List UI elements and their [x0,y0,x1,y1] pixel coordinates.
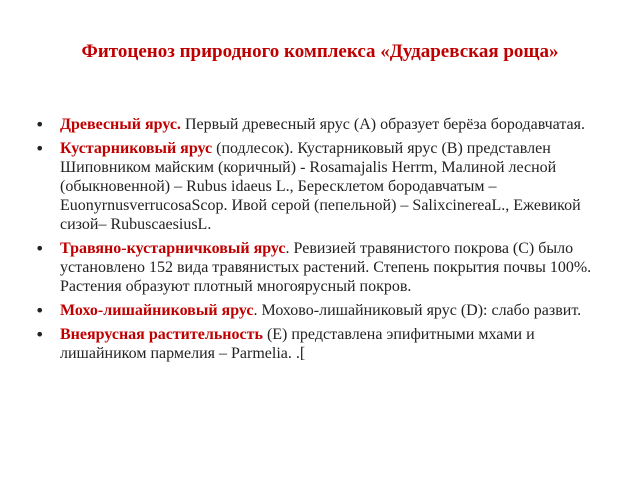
layer-description: . Ревизией травянистого покрова (С) было установлено 152 вида травянистых растений. Степень покрытия почвы 100%. Растения образуют плотный многоярусный покров. [60,240,592,295]
layer-term: Мохо-лишайниковый ярус [60,302,254,319]
bullet-list [35,115,605,368]
layer-description: (Е) представлена эпифитными мхами и лишайником пармелия – Parmelia. .[ [60,326,535,362]
bullet-icon: • [35,325,45,344]
layer-term: Кустарниковый ярус [60,140,213,157]
layer-description: Первый древесный ярус (А) образует берёза бородавчатая. [180,116,586,133]
list-item [35,325,605,363]
bullet-icon: • [35,115,45,134]
list-item [35,139,605,234]
layer-term: Древесный ярус. [60,116,181,133]
bullet-icon: • [35,301,45,320]
layer-description: (подлесок). Кустарниковый ярус (В) представлен Шиповником майским (коричный) - Rosamajalis Herrm, Малиной лесной (обыкновенной) – Rubus idaeus L., Бересклетом бородавчатым – EuonyrnusverrucosaScop. Ивой серой (пепельной) – SalixcinereaL., Ежевикой сизой– RubuscaesiusL. [60,140,581,233]
bullet-icon: • [35,139,45,158]
list-item [35,115,605,134]
layer-description: . Мохово-лишайниковый ярус (D): слабо развит. [253,302,582,319]
list-item [35,239,605,296]
layer-term: Травяно-кустарничковый ярус [60,240,286,257]
list-item [35,301,605,320]
bullet-icon: • [35,239,45,258]
layer-term: Внеярусная растительность [60,326,263,343]
slide-title: Фитоценоз природного комплекса «Дударевская роща» [81,41,559,62]
